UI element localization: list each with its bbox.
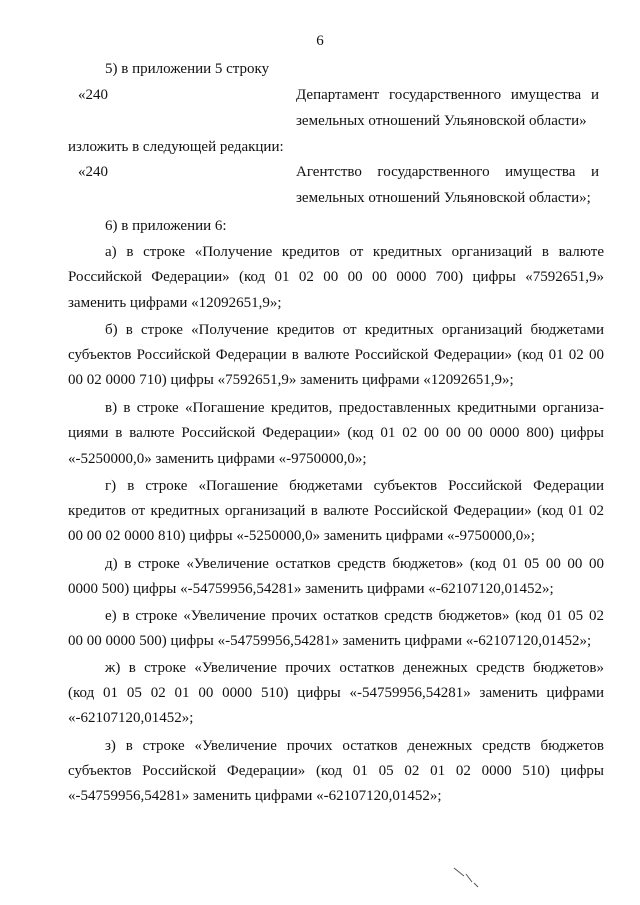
item6g-line3: 00 00 02 0000 810) цифры «-5250000,0» заменить цифрами «-9750000,0»;	[68, 528, 535, 544]
item6b-line2: субъектов Российской Федерации в валюте Российской Федерации» (код 01 02 00	[68, 347, 604, 363]
item6zh-line2: (код 01 05 02 01 00 0000 510) цифры «-54759956,54281» заменить цифрами	[68, 685, 604, 701]
item6b-line1: б) в строке «Получение кредитов от кредитных организаций бюджетами	[105, 322, 604, 338]
item6d-line1: д) в строке «Увеличение остатков средств бюджетов» (код 01 05 00 00 00	[105, 556, 604, 572]
item5-new-name-line1: Агентство государственного имущества и	[296, 164, 599, 180]
item5-new-code: «240	[78, 164, 108, 180]
item6v-line2: циями в валюте Российской Федерации» (код 01 02 00 00 00 0000 800) цифры	[68, 425, 604, 441]
item6d-line2: 0000 500) цифры «-54759956,54281» заменить цифрами «-62107120,01452»;	[68, 581, 554, 597]
item6b-line3: 00 02 0000 710) цифры «7592651,9» заменить цифрами «12092651,9»;	[68, 372, 514, 388]
item6g-line2: кредитов от кредитных организаций в валюте Российской Федерации» (код 01 02	[68, 503, 604, 519]
item6e-line2: 00 00 0000 500) цифры «-54759956,54281» заменить цифрами «-62107120,01452»;	[68, 633, 592, 649]
item6v-line1: в) в строке «Погашение кредитов, предоставленных кредитными организа-	[105, 400, 604, 416]
item6z-line2: субъектов Российской Федерации» (код 01 05 02 01 02 0000 510) цифры	[68, 763, 604, 779]
item6z-line1: з) в строке «Увеличение прочих остатков денежных средств бюджетов	[105, 738, 604, 754]
item6z-line3: «-54759956,54281» заменить цифрами «-62107120,01452»;	[68, 788, 442, 804]
item5-transition: изложить в следующей редакции:	[68, 139, 284, 155]
item6a-line1: а) в строке «Получение кредитов от кредитных организаций в валюте	[105, 244, 604, 260]
item5-old-name-line1: Департамент государственного имущества и	[296, 87, 599, 103]
item6a-line3: заменить цифрами «12092651,9»;	[68, 295, 282, 311]
item6-intro: 6) в приложении 6:	[105, 218, 227, 234]
item6a-line2: Российской Федерации» (код 01 02 00 00 00 0000 700) цифры «7592651,9»	[68, 269, 604, 285]
item5-intro: 5) в приложении 5 строку	[105, 61, 270, 77]
scan-mark-icon	[450, 862, 490, 892]
item6zh-line1: ж) в строке «Увеличение прочих остатков денежных средств бюджетов»	[105, 660, 604, 676]
item6zh-line3: «-62107120,01452»;	[68, 710, 194, 726]
item6e-line1: е) в строке «Увеличение прочих остатков средств бюджетов» (код 01 05 02	[105, 608, 604, 624]
item5-old-code: «240	[78, 87, 108, 103]
item6v-line3: «-5250000,0» заменить цифрами «-9750000,0»;	[68, 451, 367, 467]
item5-new-name-line2: земельных отношений Ульяновской области»;	[296, 190, 591, 206]
page-number: 6	[316, 33, 324, 49]
item6g-line1: г) в строке «Погашение бюджетами субъектов Российской Федерации	[105, 478, 604, 494]
item5-old-name-line2: земельных отношений Ульяновской области»	[296, 113, 587, 129]
